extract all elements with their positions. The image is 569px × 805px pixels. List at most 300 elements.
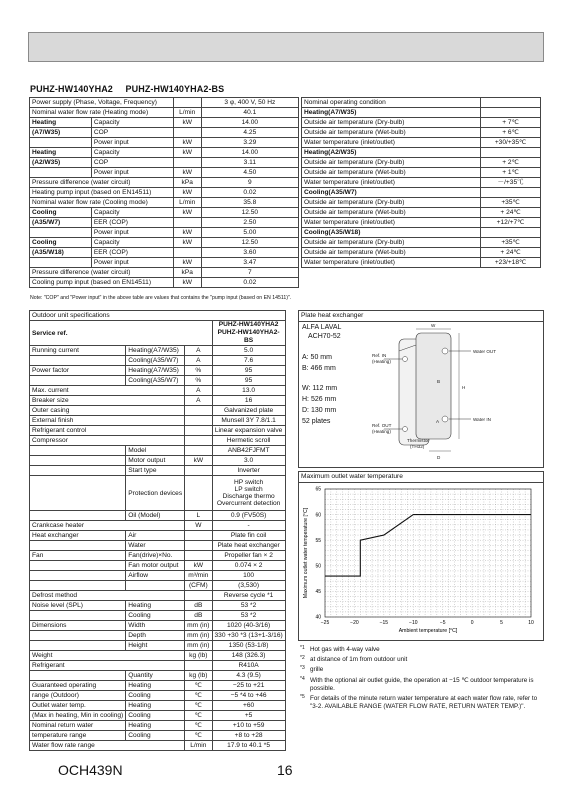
spec-row <box>30 561 286 571</box>
perf-value: 0.02 <box>201 278 298 288</box>
spec-group <box>30 376 126 386</box>
perf-item: COP <box>91 128 173 138</box>
spec-item: Heating <box>126 681 185 691</box>
cond-label: Nominal operating condition <box>302 98 481 108</box>
perf-item: Power input <box>91 258 173 268</box>
spec-unit: ℃ <box>185 691 212 701</box>
plate-title: Plate heat exchanger <box>299 311 543 322</box>
perf-group <box>30 258 92 268</box>
spec-value: (3,530) <box>212 581 285 591</box>
spec-row <box>30 571 286 581</box>
perf-group: Heating <box>30 118 92 128</box>
spec-group <box>30 581 126 591</box>
spec-item: Cooling(A35/W7) <box>126 356 185 366</box>
model-name-1: PUHZ-HW140YHA2 <box>30 84 113 94</box>
label-b: B <box>437 379 441 384</box>
perf-label: Cooling pump input (based on EN14511) <box>30 278 174 288</box>
spec-unit: kg (lb) <box>185 651 212 661</box>
spec-label: Refrigerant <box>30 661 185 671</box>
spec-unit: A <box>185 356 212 366</box>
spec-value: 4.3 (9.5) <box>212 671 285 681</box>
perf-label: Heating pump input (based on EN14511) <box>30 188 174 198</box>
spec-item: Airflow <box>126 571 185 581</box>
perf-unit: kW <box>173 238 201 248</box>
spec-value: Inverter <box>212 466 285 476</box>
spec-item <box>126 581 185 591</box>
spec-group <box>30 541 126 551</box>
chart-box <box>298 471 544 641</box>
spec-unit <box>185 436 212 446</box>
spec-unit: W <box>185 521 212 531</box>
spec-value: 95 <box>212 376 285 386</box>
spec-row <box>30 741 286 751</box>
label-thermistor: Thermistor <box>407 438 429 443</box>
spec-row <box>30 551 286 561</box>
spec-value: Propeller fan × 2 <box>212 551 285 561</box>
perf-item: Capacity <box>91 148 173 158</box>
dim-a: A: 50 mm <box>302 354 332 361</box>
perf-group: Heating <box>30 148 92 158</box>
footnote-text: For details of the minute return water temperature at each water flow rate, refer to "3-2. AVAILABLE RANGE (WATER FLOW RATE, RETURN WATER TEMP.)". <box>310 695 538 711</box>
spec-unit: ℃ <box>185 731 212 741</box>
label-water-out: Water OUT <box>473 349 497 354</box>
spec-value: 53 *2 <box>212 601 285 611</box>
cond-value: +23/+18℃ <box>481 258 541 268</box>
conditions-table <box>301 97 541 268</box>
spec-row <box>30 346 286 356</box>
perf-row <box>30 238 299 248</box>
cond-row <box>302 108 541 118</box>
footnote <box>300 646 546 654</box>
y-tick-label: 55 <box>315 537 321 544</box>
spec-row <box>30 631 286 641</box>
spec-group: Dimensions <box>30 621 126 631</box>
perf-value: 35.8 <box>201 198 298 208</box>
spec-row <box>30 541 286 551</box>
spec-value: Linear expansion valve <box>212 426 285 436</box>
footnote <box>300 666 546 674</box>
footnote-text: With the optional air outlet guide, the operation at −15 ℃ outdoor temperature is possible. <box>310 676 534 692</box>
spec-item: Quantity <box>126 671 185 681</box>
spec-label: Breaker size <box>30 396 185 406</box>
perf-unit <box>173 248 201 258</box>
perf-unit: L/min <box>173 108 201 118</box>
spec-item: Depth <box>126 631 185 641</box>
spec-value: - <box>212 521 285 531</box>
spec-value: Galvanized plate <box>212 406 285 416</box>
spec-value: +5 <box>212 711 285 721</box>
spec-group: range (Outdoor) <box>30 691 126 701</box>
footnote-text: at distance of 1m from outdoor unit <box>310 656 408 664</box>
perf-value: 12.50 <box>201 238 298 248</box>
perf-group <box>30 138 92 148</box>
header-bar <box>28 32 544 62</box>
cond-row <box>302 228 541 238</box>
cond-value: +35℃ <box>481 238 541 248</box>
spec-value: 7.6 <box>212 356 285 366</box>
model-name-2: PUHZ-HW140YHA2-BS <box>125 84 225 94</box>
performance-table <box>29 97 299 288</box>
spec-row <box>30 721 286 731</box>
perf-unit: kW <box>173 188 201 198</box>
spec-unit: L <box>185 511 212 521</box>
plate-model: ACH70-52 <box>308 333 341 340</box>
spec-row <box>30 386 286 396</box>
perf-unit <box>173 98 201 108</box>
spec-unit: kg (lb) <box>185 671 212 681</box>
spec-unit <box>185 426 212 436</box>
spec-row <box>30 426 286 436</box>
spec-value: HP switch LP switch Discharge thermo Overcurrent detection <box>212 476 285 511</box>
perf-value: 4.50 <box>201 168 298 178</box>
cond-label: Water temperature (inlet/outlet) <box>302 218 481 228</box>
spec-value: 0.9 (FV50S) <box>212 511 285 521</box>
x-tick-label: −5 <box>439 620 446 626</box>
spec-value: 0.074 × 2 <box>212 561 285 571</box>
perf-item: Capacity <box>91 118 173 128</box>
spec-row <box>30 601 286 611</box>
spec-group: Power factor <box>30 366 126 376</box>
spec-item: Model <box>126 446 185 456</box>
label-a: A <box>436 419 440 424</box>
perf-row <box>30 268 299 278</box>
doc-number: OCH439N <box>58 762 123 778</box>
spec-service-ref-value: PUHZ-HW140YHA2 PUHZ-HW140YHA2-BS <box>212 321 285 346</box>
spec-label: Compressor <box>30 436 185 446</box>
spec-value: 148 (326.3) <box>212 651 285 661</box>
spec-unit: ℃ <box>185 711 212 721</box>
cond-label: Outside air temperature (Dry-bulb) <box>302 198 481 208</box>
spec-group: temperature range <box>30 731 126 741</box>
cond-value: +12/+7℃ <box>481 218 541 228</box>
spec-value: −25 to +21 <box>212 681 285 691</box>
perf-row <box>30 138 299 148</box>
spec-label: External finish <box>30 416 185 426</box>
spec-unit: kW <box>185 561 212 571</box>
table-note: Note: "COP" and "Power input" in the above table are values that contains the "pump input (based on EN 14511)". <box>30 295 292 301</box>
perf-unit: kW <box>173 278 201 288</box>
model-title <box>30 84 234 94</box>
spec-group <box>30 671 126 681</box>
perf-group: Cooling <box>30 208 92 218</box>
spec-item: Start type <box>126 466 185 476</box>
spec-value: 330 +30 *3 (13+1-3/16) <box>212 631 285 641</box>
spec-value: 100 <box>212 571 285 581</box>
cond-label: Heating(A2/W35) <box>302 148 481 158</box>
cond-label: Water temperature (inlet/outlet) <box>302 258 481 268</box>
x-tick-label: −20 <box>350 620 359 626</box>
perf-value: 3.47 <box>201 258 298 268</box>
cond-label: Outside air temperature (Dry-bulb) <box>302 118 481 128</box>
perf-row <box>30 248 299 258</box>
spec-unit: kW <box>185 456 212 466</box>
perf-row <box>30 118 299 128</box>
perf-value: 4.25 <box>201 128 298 138</box>
spec-item: Heating(A7/W35) <box>126 366 185 376</box>
spec-unit: m³/min <box>185 571 212 581</box>
perf-value: 5.00 <box>201 228 298 238</box>
label-ref-out-heating: (Heating) <box>372 429 391 434</box>
x-tick-label: −15 <box>379 620 389 626</box>
chart-title: Maximum outlet water temperature <box>299 472 543 483</box>
cond-label: Outside air temperature (Wet-bulb) <box>302 168 481 178</box>
perf-row <box>30 188 299 198</box>
plate-heat-exchanger-box <box>298 310 544 468</box>
spec-value: +10 to +59 <box>212 721 285 731</box>
perf-value: 14.00 <box>201 148 298 158</box>
spec-table <box>29 310 286 751</box>
cond-value <box>481 148 541 158</box>
spec-unit: ℃ <box>185 721 212 731</box>
spec-value: 95 <box>212 366 285 376</box>
spec-unit: % <box>185 376 212 386</box>
perf-group <box>30 168 92 178</box>
perf-item: Capacity <box>91 238 173 248</box>
spec-item: Water <box>126 541 185 551</box>
spec-unit: L/min <box>185 741 212 751</box>
spec-item: Fan motor output <box>126 561 185 571</box>
cond-label: Outside air temperature (Wet-bulb) <box>302 128 481 138</box>
spec-item: Heating <box>126 601 185 611</box>
spec-group: Noise level (SPL) <box>30 601 126 611</box>
perf-group: (A35/W18) <box>30 248 92 258</box>
cond-row <box>302 248 541 258</box>
spec-value: 13.0 <box>212 386 285 396</box>
footnote-mark: *2 <box>300 655 305 662</box>
perf-item: Power input <box>91 138 173 148</box>
plate-maker: ALFA LAVAL <box>302 324 342 331</box>
spec-unit: % <box>185 366 212 376</box>
spec-group: (Max in heating, Min in cooling) <box>30 711 126 721</box>
label-h: H <box>462 385 466 390</box>
perf-value: 40.1 <box>201 108 298 118</box>
spec-unit <box>185 466 212 476</box>
spec-value: ANB42FJFMT <box>212 446 285 456</box>
spec-unit: A <box>185 386 212 396</box>
label-ref-in-heating: (Heating) <box>372 359 391 364</box>
perf-group: (A2/W35) <box>30 158 92 168</box>
spec-value: 53 *2 <box>212 611 285 621</box>
cond-label: Water temperature (inlet/outlet) <box>302 138 481 148</box>
spec-unit: mm (in) <box>185 621 212 631</box>
spec-row <box>30 611 286 621</box>
footnote-mark: *4 <box>300 675 305 682</box>
spec-value: Hermetic scroll <box>212 436 285 446</box>
cond-row <box>302 148 541 158</box>
spec-group <box>30 611 126 621</box>
spec-row <box>30 671 286 681</box>
y-tick-label: 45 <box>315 589 321 596</box>
perf-label: Nominal water flow rate (Cooling mode) <box>30 198 174 208</box>
spec-group: Nominal return water <box>30 721 126 731</box>
perf-item: COP <box>91 158 173 168</box>
cond-label: Cooling(A35/W18) <box>302 228 481 238</box>
perf-value: 3.29 <box>201 138 298 148</box>
perf-value: 0.02 <box>201 188 298 198</box>
cond-row <box>302 218 541 228</box>
perf-group: Cooling <box>30 238 92 248</box>
spec-label: Max. current <box>30 386 185 396</box>
spec-unit: ℃ <box>185 701 212 711</box>
y-tick-label: 65 <box>315 486 321 493</box>
spec-unit <box>185 416 212 426</box>
spec-label: Refrigerant control <box>30 426 185 436</box>
spec-unit: ℃ <box>185 681 212 691</box>
perf-item: Capacity <box>91 208 173 218</box>
spec-unit <box>185 406 212 416</box>
perf-value: 14.00 <box>201 118 298 128</box>
footnote-mark: *3 <box>300 665 305 672</box>
cond-row <box>302 168 541 178</box>
spec-unit <box>185 476 212 511</box>
footnote <box>300 695 546 711</box>
footnote <box>300 677 546 693</box>
footnote <box>300 656 546 664</box>
cond-row <box>302 128 541 138</box>
x-tick-label: 5 <box>500 620 503 626</box>
perf-value: 12.50 <box>201 208 298 218</box>
spec-row <box>30 446 286 456</box>
perf-row <box>30 108 299 118</box>
cond-label: Outside air temperature (Wet-bulb) <box>302 248 481 258</box>
spec-item: Cooling(A35/W7) <box>126 376 185 386</box>
x-tick-label: 0 <box>470 620 474 626</box>
perf-unit: kW <box>173 258 201 268</box>
x-tick-label: 10 <box>528 620 534 626</box>
spec-header: Outdoor unit specifications <box>30 311 286 321</box>
perf-unit: kW <box>173 208 201 218</box>
cond-label: Heating(A7/W35) <box>302 108 481 118</box>
y-tick-label: 40 <box>315 614 321 621</box>
spec-row <box>30 691 286 701</box>
spec-group: Running current <box>30 346 126 356</box>
spec-item: Cooling <box>126 611 185 621</box>
spec-unit <box>185 551 212 561</box>
perf-label: Pressure difference (water circuit) <box>30 268 174 278</box>
spec-group <box>30 466 126 476</box>
spec-row <box>30 531 286 541</box>
spec-group <box>30 631 126 641</box>
spec-label: Crankcase heater <box>30 521 185 531</box>
spec-unit: dB <box>185 611 212 621</box>
perf-unit <box>173 158 201 168</box>
perf-group <box>30 228 92 238</box>
spec-item: Width <box>126 621 185 631</box>
label-d: D <box>437 455 441 460</box>
spec-label: Outer casing <box>30 406 185 416</box>
footnote-mark: *5 <box>300 694 305 701</box>
dim-b: B: 466 mm <box>302 365 336 372</box>
spec-group: Guaranteed operating <box>30 681 126 691</box>
label-water-in: Water IN <box>473 417 491 422</box>
perf-unit: kW <box>173 228 201 238</box>
perf-row <box>30 198 299 208</box>
spec-value: Plate fin coil <box>212 531 285 541</box>
perf-row <box>30 148 299 158</box>
spec-value: 5.0 <box>212 346 285 356</box>
perf-row <box>30 208 299 218</box>
cond-value: + 1℃ <box>481 168 541 178</box>
spec-unit: A <box>185 396 212 406</box>
cond-row <box>302 98 541 108</box>
spec-value: R410A <box>212 661 285 671</box>
spec-unit <box>185 531 212 541</box>
perf-row <box>30 258 299 268</box>
perf-value: 3.60 <box>201 248 298 258</box>
x-tick-label: −10 <box>409 620 418 626</box>
spec-item: Heating <box>126 701 185 711</box>
spec-group <box>30 561 126 571</box>
cond-label: Water temperature (inlet/outlet) <box>302 178 481 188</box>
spec-row <box>30 661 286 671</box>
y-axis-label: Maximum outlet water temperature [°C] <box>303 507 309 599</box>
perf-unit: kPa <box>173 268 201 278</box>
spec-row <box>30 701 286 711</box>
spec-value: +8 to +28 <box>212 731 285 741</box>
spec-row <box>30 511 286 521</box>
spec-unit: mm (in) <box>185 631 212 641</box>
spec-value: +60 <box>212 701 285 711</box>
spec-group <box>30 456 126 466</box>
spec-group <box>30 356 126 366</box>
spec-row <box>30 641 286 651</box>
spec-group <box>30 511 126 521</box>
perf-row <box>30 278 299 288</box>
spec-group: Outlet water temp. <box>30 701 126 711</box>
dim-d: D: 130 mm <box>302 407 337 414</box>
footnote-mark: *1 <box>300 645 305 651</box>
cond-value: －/+35℃ <box>481 178 541 188</box>
spec-item: Motor output <box>126 456 185 466</box>
spec-row <box>30 466 286 476</box>
cond-value: +35℃ <box>481 198 541 208</box>
spec-item: Air <box>126 531 185 541</box>
cond-label: Outside air temperature (Dry-bulb) <box>302 158 481 168</box>
perf-unit: kW <box>173 168 201 178</box>
perf-label: Nominal water flow rate (Heating mode) <box>30 108 174 118</box>
dim-h: H: 526 mm <box>302 396 337 403</box>
cond-label: Cooling(A35/W7) <box>302 188 481 198</box>
cond-row <box>302 238 541 248</box>
spec-row <box>30 436 286 446</box>
spec-group <box>30 571 126 581</box>
spec-row <box>30 366 286 376</box>
perf-value: 2.50 <box>201 218 298 228</box>
plate-hex-drawing <box>299 311 543 467</box>
perf-unit <box>173 218 201 228</box>
spec-row <box>30 711 286 721</box>
cond-row <box>302 178 541 188</box>
perf-unit: kW <box>173 138 201 148</box>
spec-value: Reverse cycle *1 <box>212 591 285 601</box>
dim-w: W: 112 mm <box>302 385 338 392</box>
spec-group: Fan <box>30 551 126 561</box>
perf-value: 9 <box>201 178 298 188</box>
spec-unit <box>185 541 212 551</box>
cond-row <box>302 198 541 208</box>
footnote-text: grille <box>310 666 324 674</box>
cond-value: + 24℃ <box>481 208 541 218</box>
plate-count: 52 plates <box>302 418 331 425</box>
spec-row <box>30 476 286 511</box>
cond-value: + 7℃ <box>481 118 541 128</box>
spec-unit <box>185 661 212 671</box>
spec-item: Heating(A7/W35) <box>126 346 185 356</box>
cond-value: + 6℃ <box>481 128 541 138</box>
spec-value: 1020 (40-3/16) <box>212 621 285 631</box>
spec-item: Heating <box>126 721 185 731</box>
spec-group <box>30 641 126 651</box>
